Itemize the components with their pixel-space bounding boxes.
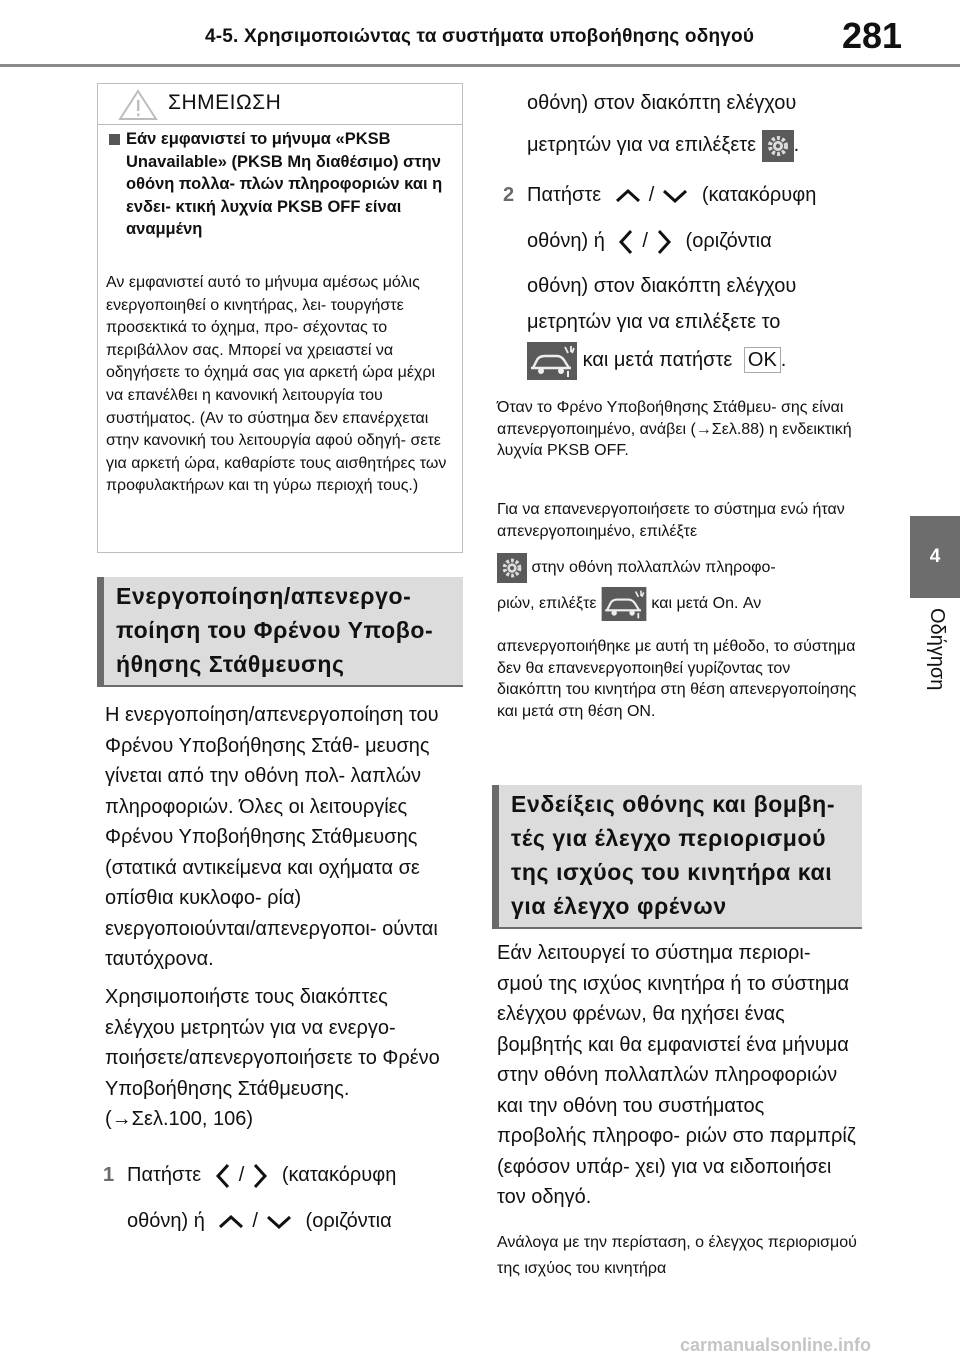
step-text: . <box>780 349 787 371</box>
note-heading: Εάν εμφανιστεί το μήνυμα «PKSB Unavailable» (PKSB Μη διαθέσιμο) στην οθόνη πολλα- πλών πληροφοριών και η ενδει- κτική λυχνία PKSB OFF είναι αναμμένη <box>126 130 443 238</box>
section-heading-text: Ενδείξεις οθόνης και βομβη- τές για έλεγχο περιορισμού της ισχύος του κινητήρα και για έλεγχο φρένων <box>511 791 836 919</box>
step-text: μετρητών για να επιλέξετε <box>527 134 757 156</box>
step-text: (κατακόρυφη <box>701 184 817 206</box>
bullet-square-icon <box>109 134 120 145</box>
step-text: . <box>793 134 800 156</box>
chapter-tab[interactable] <box>910 516 960 598</box>
note-box <box>97 83 463 553</box>
chevron-down-icon <box>266 1214 292 1230</box>
step-number: 2 <box>503 184 515 206</box>
section1-paragraph-1: Η ενεργοποίηση/απενεργοποίηση του Φρένου Υποβοήθησης Στάθ- μευσης γίνεται από την οθόνη πολ- λαπλών πληροφοριών. Όλες οι λειτουργίες Φρένου Υποβοήθησης Στάθμευσης (στατικά αντικείμενα και οχήματα σε οπίσθια κυκλοφο- ρία) ενεργοποιούνται/απενεργοποι- ούνται ταυτόχρονα. <box>105 704 439 970</box>
chevron-down-icon <box>662 188 688 204</box>
chevron-up-icon <box>615 188 641 204</box>
chevron-right-icon <box>656 229 672 255</box>
gear-settings-icon <box>762 130 794 162</box>
parking-brake-car-icon <box>527 342 577 380</box>
parking-brake-car-icon <box>601 587 647 621</box>
chapter-tab-label: Οδήγηση <box>926 608 948 691</box>
section1-paragraph-2: Χρησιμοποιήστε τους διακόπτες ελέγχου μετρητών για να ενεργο- ποιήσετε/απενεργοποιήσετε το Φρένο Υποβοήθησης Στάθμευσης. (→Σελ.100, 106) <box>105 986 440 1130</box>
info-pksb-off: Όταν το Φρένο Υποβοήθησης Στάθμευ- σης είναι απενεργοποιημένο, ανάβει (→Σελ.88) η ενδεικτική λυχνία PKSB OFF. <box>497 399 852 459</box>
step-2-end <box>527 340 867 380</box>
section2-small-text: Ανάλογα με την περίσταση, ο έλεγχος περιορισμού της ισχύος του κινητήρα <box>497 1234 857 1277</box>
watermark: carmanualsonline.info <box>680 1335 872 1355</box>
step-text: Πατήστε <box>127 1164 202 1186</box>
step-number: 1 <box>103 1164 115 1186</box>
step-text: οθόνη) στον διακόπτη ελέγχου <box>527 275 797 297</box>
section-heading-text: Ενεργοποίηση/απενεργο- ποίηση του Φρένου Υποβο- ήθησης Στάθμευσης <box>116 583 434 677</box>
chapter-title: 4-5. Χρησιμοποιώντας τα συστήματα υποβοήθησης οδηγού <box>205 26 755 47</box>
chevron-left-icon <box>618 229 634 255</box>
step-slash: / <box>642 230 648 252</box>
step-text: Πατήστε <box>527 184 602 206</box>
info-text: στην οθόνη πολλαπλών πληροφο- <box>531 559 776 576</box>
header-rule <box>0 64 960 67</box>
info-reactivate-note: απενεργοποιήθηκε με αυτή τη μέθοδο, το σύστημα δεν θα επανενεργοποιηθεί γυρίζοντας τον διακόπτη του κινητήρα στη θέση απενεργοποίησης και μετά στη θέση ON. <box>497 638 857 720</box>
step-text: οθόνη) στον διακόπτη ελέγχου <box>527 92 797 114</box>
step-text: οθόνη) ή <box>527 230 605 252</box>
warning-triangle-icon <box>118 89 158 121</box>
ok-button-icon: OK <box>744 347 781 373</box>
note-body: Αν εμφανιστεί αυτό το μήνυμα αμέσως μόλις ενεργοποιηθεί ο κινητήρας, λει- τουργήστε προσεκτικά το όχημα, προ- σέχοντας το περιβάλλον σας. Μπορεί να χρειαστεί να οδηγήσετε το όχημά σας για αρκετή ώρα μέχρι να επανέλθει η κανονική λειτουργία του συστήματος. (Αν το σύστημα δεν επανέρχεται στην κανονική του λειτουργία αφού οδηγή- σετε για αρκετή ώρα, καθαρίστε τους αισθητήρες των προφυλακτήρων και τη γύρω περιοχή τους.) <box>106 274 447 495</box>
step-slash: / <box>238 1164 245 1186</box>
chevron-up-icon <box>218 1214 244 1230</box>
gear-settings-icon <box>497 553 527 583</box>
chevron-left-icon <box>215 1163 231 1189</box>
note-header <box>98 84 462 125</box>
step-text: (οριζόντια <box>305 1210 392 1232</box>
note-title: ΣΗΜΕΙΩΣΗ <box>168 91 282 114</box>
info-text: ριών, επιλέξτε <box>497 595 597 612</box>
step-text: οθόνη) ή <box>127 1210 205 1232</box>
step-2-text <box>527 268 867 340</box>
page-number: 281 <box>842 15 903 56</box>
step-1 <box>103 1152 463 1244</box>
step-text: (κατακόρυφη <box>281 1164 397 1186</box>
step-text: (οριζόντια <box>685 230 772 252</box>
info-reactivate-icons <box>497 550 859 622</box>
info-reactivate-intro: Για να επανενεργοποιήσετε το σύστημα ενώ ήταν απενεργοποιημένο, επιλέξτε <box>497 501 845 540</box>
chevron-right-icon <box>252 1163 268 1189</box>
step-text: μετρητών για να επιλέξετε το <box>527 311 781 333</box>
step-text: και μετά πατήστε <box>582 349 733 371</box>
info-text: και μετά On. Αν <box>651 595 762 612</box>
section-heading-pksb-toggle <box>97 577 463 687</box>
step-2 <box>503 172 863 264</box>
chapter-tab-number: 4 <box>929 546 941 567</box>
step-1-continued <box>527 82 867 166</box>
step-slash: / <box>252 1210 258 1232</box>
step-slash: / <box>648 184 655 206</box>
section-heading-display-buzzers <box>492 785 862 929</box>
section2-paragraph: Εάν λειτουργεί το σύστημα περιορι- σμού της ισχύος κινητήρα ή το σύστημα ελέγχου φρένων, θα ηχήσει ένας βομβητής και θα εμφανιστεί ένα μήνυμα στην οθόνη πολλαπλών πληροφοριών και την οθόνη του συστήματος προβολής πληροφο- ριών στο παρμπρίζ (εφόσον υπάρ- χει) για να ειδοποιήσει τον οδηγό. <box>497 942 856 1208</box>
